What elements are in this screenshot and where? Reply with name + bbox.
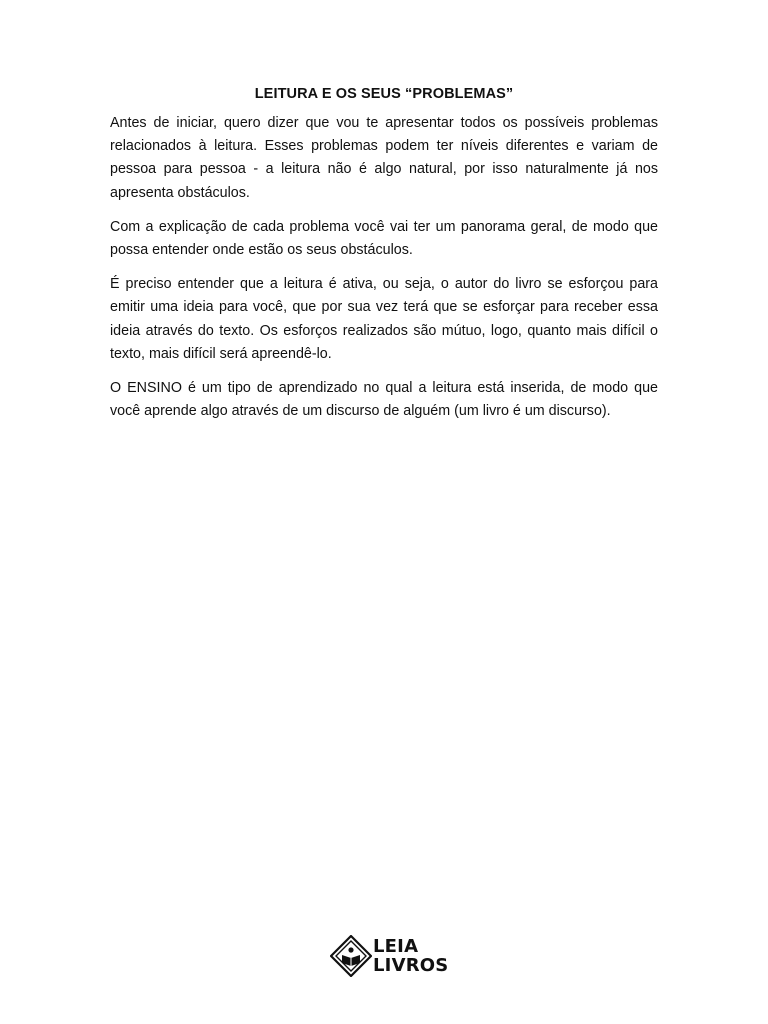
document-page	[110, 84, 658, 434]
paragraph-overview: Com a explicação de cada problema você vai ter um panorama geral, de modo que possa entender onde estão os seus obstáculos.	[110, 218, 658, 259]
paragraph-active-reading: É preciso entender que a leitura é ativa, ou seja, o autor do livro se esforçou para emitir uma ideia para você, que por sua vez terá que se esforçar para receber essa ideia através do texto. Os esforços realizados são mútuo, logo, quanto mais difícil o texto, mais difícil será apreendê-lo.	[110, 276, 658, 362]
paragraph-intro: Antes de iniciar, quero dizer que vou te apresentar todos os possíveis problemas relacionados à leitura. Esses problemas podem ter níveis diferentes e variam de pessoa para pessoa - a leitura não é algo natural, por isso naturalmente já nos apresenta obstáculos.	[110, 115, 658, 201]
book-diamond-icon	[330, 935, 372, 977]
leia-livros-logo	[330, 933, 450, 979]
logo-line-leia: LEIA	[373, 936, 419, 957]
logo-wordmark	[373, 937, 448, 975]
document-title: LEITURA E OS SEUS “PROBLEMAS”	[254, 86, 514, 102]
paragraph-ensino: O ENSINO é um tipo de aprendizado no qual a leitura está inserida, de modo que você aprende algo através de um discurso de alguém (um livro é um discurso).	[110, 380, 658, 420]
logo-line-livros: LIVROS	[373, 955, 449, 976]
